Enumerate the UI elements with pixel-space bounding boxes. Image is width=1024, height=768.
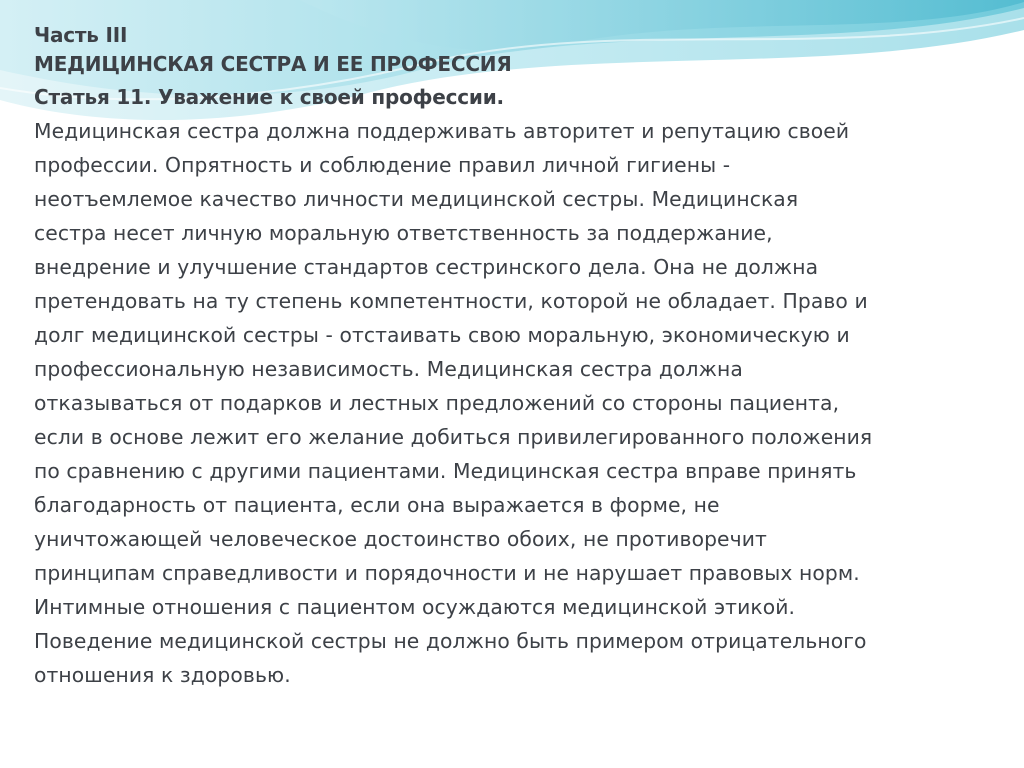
article-title: Статья 11. Уважение к своей профессии. (34, 85, 504, 109)
body-line: отношения к здоровью. (34, 663, 291, 687)
body-line: принципам справедливости и порядочности и не нарушает правовых норм. (34, 561, 860, 585)
body-line: Поведение медицинской сестры не должно быть примером отрицательного (34, 629, 867, 653)
article-body (34, 114, 994, 692)
body-line: профессии. Опрятность и соблюдение правил личной гигиены - (34, 153, 731, 177)
slide-content (34, 22, 994, 692)
body-line: Медицинская сестра должна поддерживать авторитет и репутацию своей (34, 119, 850, 143)
body-line: сестра несет личную моральную ответственность за поддержание, (34, 221, 773, 245)
section-title: МЕДИЦИНСКАЯ СЕСТРА И ЕЕ ПРОФЕССИЯ (34, 52, 512, 76)
body-line: отказываться от подарков и лестных предложений со стороны пациента, (34, 391, 840, 415)
body-line: профессиональную независимость. Медицинская сестра должна (34, 357, 743, 381)
body-line: благодарность от пациента, если она выражается в форме, не (34, 493, 720, 517)
body-line: внедрение и улучшение стандартов сестринского дела. Она не должна (34, 255, 819, 279)
body-line: неотъемлемое качество личности медицинской сестры. Медицинская (34, 187, 799, 211)
body-line: Интимные отношения с пациентом осуждаются медицинской этикой. (34, 595, 796, 619)
part-label: Часть III (34, 23, 128, 47)
body-line: претендовать на ту степень компетентности, которой не обладает. Право и (34, 289, 868, 313)
body-line: по сравнению с другими пациентами. Медицинская сестра вправе принять (34, 459, 857, 483)
body-line: уничтожающей человеческое достоинство обоих, не противоречит (34, 527, 767, 551)
body-line: долг медицинской сестры - отстаивать свою моральную, экономическую и (34, 323, 850, 347)
body-line: если в основе лежит его желание добиться привилегированного положения (34, 425, 873, 449)
